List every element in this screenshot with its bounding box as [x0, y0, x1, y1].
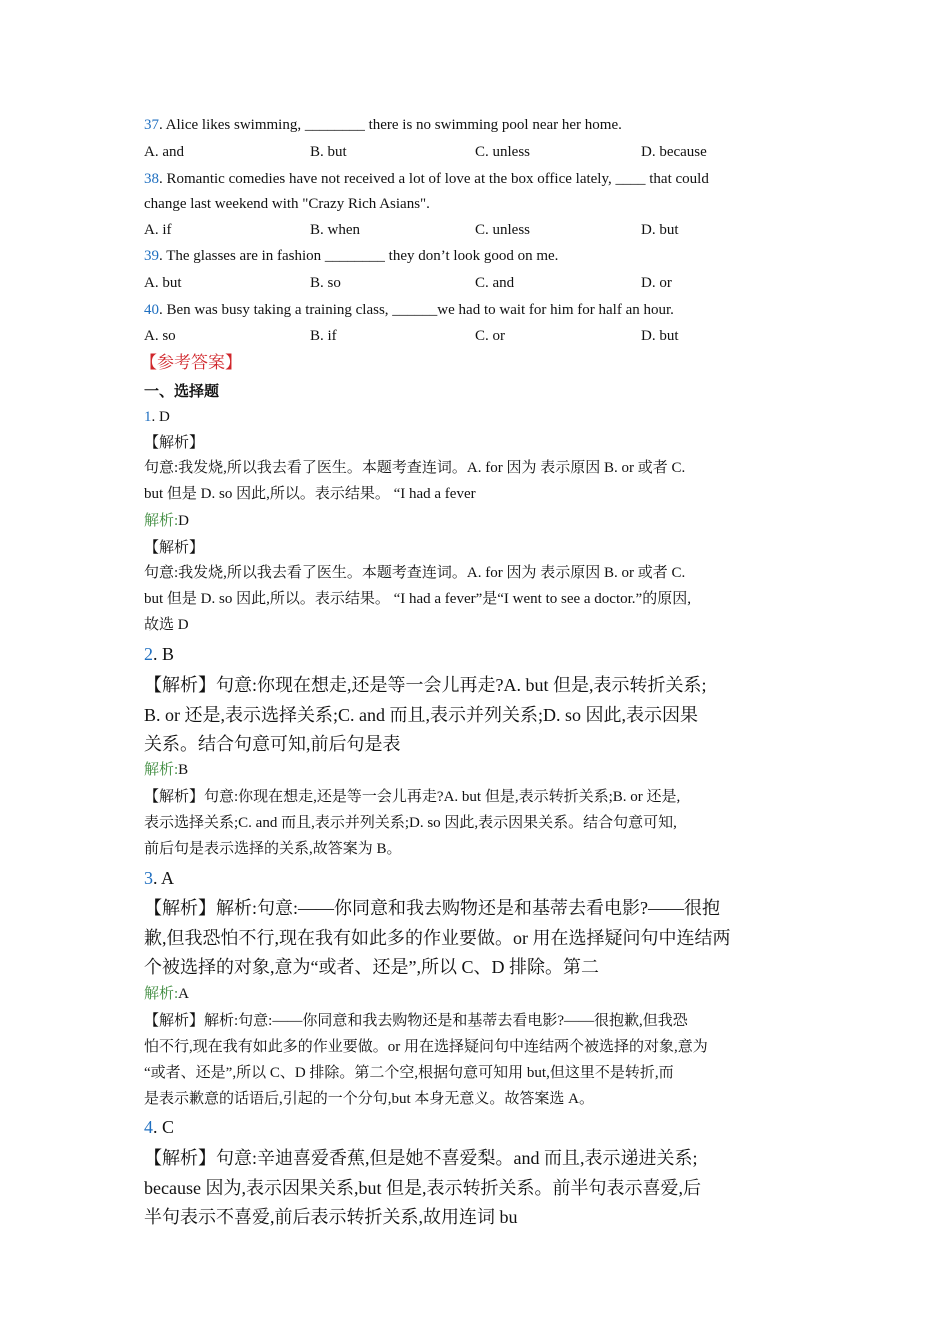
analysis-line: but 但是 D. so 因此,所以。表示结果。 “I had a fever — [144, 486, 476, 502]
option-a: A. but — [144, 275, 182, 291]
jiexi-label: 解析: — [144, 762, 179, 778]
jiexi-value: A — [178, 986, 190, 1002]
analysis-line: 【解析】句意:你现在想走,还是等一会儿再走?A. but 但是,表示转折关系;B. or 还是, — [144, 789, 681, 805]
question-37 — [144, 112, 622, 138]
option-b: B. if — [310, 328, 337, 344]
analysis-line-large: 歉,但我恐怕不行,现在我有如此多的作业要做。or 用在选择疑问句中连结两 — [144, 928, 731, 948]
option-d: D. or — [641, 275, 672, 291]
option-a: A. and — [144, 144, 184, 160]
answer-value: . C — [153, 1117, 175, 1137]
answer-2 — [144, 639, 174, 669]
analysis-line-large: 半句表示不喜爱,前后表示转折关系,故用连词 bu — [144, 1207, 518, 1227]
option-a: A. so — [144, 328, 176, 344]
option-d: D. but — [641, 328, 679, 344]
question-38 — [144, 166, 709, 192]
question-number: 38 — [144, 171, 159, 187]
analysis-line-large: 【解析】解析:句意:——你同意和我去购物还是和基蒂去看电影?——很抱 — [144, 898, 720, 918]
answer-value: . D — [151, 409, 170, 425]
answer-value: . A — [153, 868, 175, 888]
answer-number: 2 — [144, 644, 153, 664]
analysis-tag: 【解析】 — [144, 435, 205, 451]
option-c: C. or — [475, 328, 505, 344]
question-number: 37 — [144, 117, 159, 133]
option-d: D. but — [641, 222, 679, 238]
option-c: C. and — [475, 275, 515, 291]
analysis-line: 表示选择关系;C. and 而且,表示并列关系;D. so 因此,表示因果关系。结合句意可知, — [144, 815, 677, 831]
analysis-line-large: B. or 还是,表示选择关系;C. and 而且,表示并列关系;D. so 因此,表示因果 — [144, 705, 698, 725]
analysis-line: 是表示歉意的话语后,引起的一个分句,but 本身无意义。故答案选 A。 — [144, 1091, 595, 1107]
answer-4 — [144, 1112, 174, 1142]
answer-number: 1 — [144, 409, 152, 425]
analysis-line-large: 【解析】句意:你现在想走,还是等一会儿再走?A. but 但是,表示转折关系; — [144, 675, 707, 695]
question-stem-continued: change last weekend with "Crazy Rich Asians". — [144, 196, 430, 212]
answer-3 — [144, 863, 174, 893]
option-b: B. when — [310, 222, 360, 238]
answers-heading: 【参考答案】 — [140, 353, 242, 372]
option-b: B. so — [310, 275, 341, 291]
answer-number: 4 — [144, 1117, 153, 1137]
analysis-tag: 【解析】 — [144, 540, 205, 556]
analysis-line-large: 【解析】句意:辛迪喜爱香蕉,但是她不喜爱梨。and 而且,表示递进关系; — [144, 1148, 698, 1168]
question-stem: . Alice likes swimming, ________ there is no swimming pool near her home. — [159, 117, 622, 133]
option-c: C. unless — [475, 144, 531, 160]
jiexi-label: 解析: — [144, 513, 179, 529]
analysis-line: 句意:我发烧,所以我去看了医生。本题考查连词。A. for 因为 表示原因 B. or 或者 C. — [144, 565, 686, 581]
jiexi-line — [144, 981, 189, 1007]
question-40 — [144, 297, 674, 323]
answer-number: 3 — [144, 868, 153, 888]
option-a: A. if — [144, 222, 172, 238]
question-stem: . The glasses are in fashion ________ they don’t look good on me. — [159, 248, 559, 264]
question-number: 40 — [144, 302, 159, 318]
option-c: C. unless — [475, 222, 531, 238]
option-d: D. because — [641, 144, 707, 160]
analysis-line: 怕不行,现在我有如此多的作业要做。or 用在选择疑问句中连结两个被选择的对象,意为 — [144, 1039, 708, 1055]
answer-1 — [144, 404, 170, 430]
analysis-line-large: 关系。结合句意可知,前后句是表 — [144, 734, 401, 754]
analysis-line: 前后句是表示选择的关系,故答案为 B。 — [144, 841, 402, 857]
analysis-line: 【解析】解析:句意:——你同意和我去购物还是和基蒂去看电影?——很抱歉,但我恐 — [144, 1013, 688, 1029]
analysis-line: but 但是 D. so 因此,所以。表示结果。 “I had a fever”是“I went to see a doctor.”的原因, — [144, 591, 691, 607]
analysis-line: 句意:我发烧,所以我去看了医生。本题考查连词。A. for 因为 表示原因 B. or 或者 C. — [144, 460, 686, 476]
question-number: 39 — [144, 248, 159, 264]
jiexi-line — [144, 757, 188, 783]
answer-value: . B — [153, 644, 175, 664]
question-39 — [144, 243, 558, 269]
question-stem: . Romantic comedies have not received a lot of love at the box office lately, ____ that could — [159, 171, 709, 187]
jiexi-value: D — [178, 513, 190, 529]
analysis-line-large: 个被选择的对象,意为“或者、还是”,所以 C、D 排除。第二 — [144, 957, 599, 977]
jiexi-value: B — [178, 762, 189, 778]
analysis-line: 故选 D — [144, 617, 189, 633]
analysis-line: “或者、还是”,所以 C、D 排除。第二个空,根据句意可知用 but,但这里不是转折,而 — [144, 1065, 674, 1081]
question-stem: . Ben was busy taking a training class, ______we had to wait for him for half an hour. — [159, 302, 674, 318]
jiexi-line — [144, 508, 189, 534]
analysis-line-large: because 因为,表示因果关系,but 但是,表示转折关系。前半句表示喜爱,后 — [144, 1178, 701, 1198]
option-b: B. but — [310, 144, 347, 160]
section-title: 一、选择题 — [144, 384, 220, 400]
jiexi-label: 解析: — [144, 986, 179, 1002]
